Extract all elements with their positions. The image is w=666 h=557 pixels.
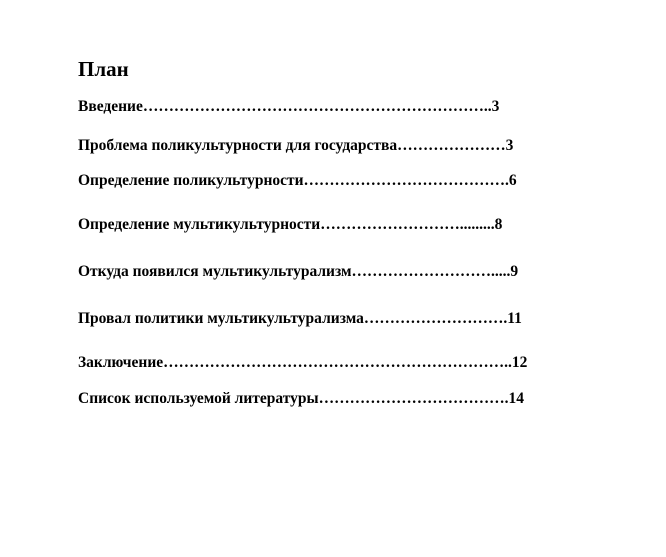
toc-entry-text: Определение мультикультурности……………………….........8 <box>78 216 503 233</box>
toc-entry-introduction <box>78 97 499 117</box>
toc-entry-conclusion <box>78 353 527 373</box>
toc-entry-text: Введение…………………………………………………………..3 <box>78 98 500 115</box>
toc-entry-multiculturality-definition <box>78 215 502 235</box>
toc-entry-text: Откуда появился мультикультурализм……………………….....9 <box>78 263 519 280</box>
toc-entry-text: Заключение…………………………………………………………..12 <box>78 354 528 371</box>
toc-entry-multiculturalism-origin <box>78 262 518 282</box>
toc-entry-text: Проблема поликультурности для государства…………………3 <box>78 137 514 154</box>
toc-entry-references <box>78 389 524 409</box>
toc-entry-multiculturalism-failure <box>78 309 522 329</box>
toc-entry-text: Список используемой литературы……………………………….14 <box>78 390 524 407</box>
plan-heading: План <box>78 57 129 81</box>
toc-entry-polyculturality-definition <box>78 171 517 191</box>
toc-entry-polyculturality-problem <box>78 136 513 156</box>
toc-entry-text: Определение поликультурности………………………………….6 <box>78 172 517 189</box>
toc-entry-text: Провал политики мультикультурализма……………………….11 <box>78 310 522 327</box>
